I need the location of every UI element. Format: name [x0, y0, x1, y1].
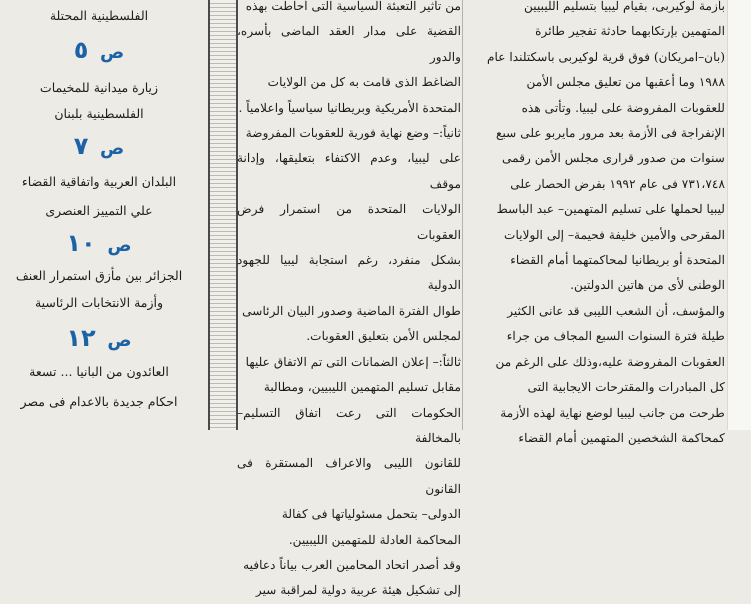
text-line: ثانياً:– وضع نهاية فورية للعقوبات المفروضة [245, 126, 461, 141]
text-line: سنوات من صدور قرارى مجلس الأمن رقمى [502, 151, 725, 166]
text-line: للعقوبات المفروضة على ليبيا. وتأتى هذه [521, 100, 725, 115]
text-line: المحاكمة العادلة للمتهمين الليبيين. [288, 532, 461, 547]
text-line: ليبيا لحملها على تسليم المتهمين– عبد الباسط [496, 202, 725, 217]
contents-page-number [0, 132, 198, 160]
column-rule [462, 0, 463, 430]
text-line: المتهمين بإرتكابهما حادثة تفجير طائرة [535, 24, 725, 39]
contents-sidebar [0, 0, 198, 430]
text-line: المتحدة أو بريطانيا لمحاكمتهما أمام القضاء [510, 253, 725, 268]
text-line: كمحاكمة الشخصين المتهمين أمام القضاء [518, 430, 725, 445]
text-line: مقابل تسليم المتهمين الليبيين، ومطالبة [263, 380, 461, 395]
text-line: الضاغط الذى قامت به كل من الولايات [267, 75, 461, 90]
text-line: على ليبيا، وعدم الاكتفاء بتعليقها، وإدانة موقف [237, 151, 461, 191]
page-label: ص [107, 330, 132, 351]
text-line: وقد أصدر اتحاد المحامين العرب بياناً دعافيه [243, 557, 461, 572]
text-line: (بان–امريكان) فوق قرية لوكيربى باسكتلندا عام [486, 49, 725, 64]
contents-entry: احكام جديدة بالاعدام فى مصر [20, 394, 178, 409]
text-line: ٧٣١،٧٤٨ فى عام ١٩٩٢ بفرض الحصار على [510, 176, 725, 191]
contents-page-number [0, 36, 198, 64]
text-line: للقانون الليبى والاعراف المستقرة فى القانون [237, 456, 461, 496]
contents-entry: زيارة ميدانية للمخيمات [39, 80, 159, 95]
text-line: ثالثاً:– إعلان الضمانات التى تم الاتفاق عليها [245, 354, 461, 369]
contents-entry: الفلسطينية المحتلة [49, 8, 149, 23]
text-line: الحكومات التى رعت اتفاق التسليم– بالمخالفة [237, 405, 461, 445]
article-column-right [465, 0, 725, 445]
text-line: المتحدة الأمريكية وبريطانيا سياسياً واعلامياً . [238, 100, 461, 115]
text-line: طيلة فترة السنوات السبع المجاف من جراء [506, 329, 725, 344]
text-line: ١٩٨٨ وما أعقبها من تعليق مجلس الأمن [526, 75, 725, 90]
text-line: والمؤسف، أن الشعب الليبى قد عانى الكثير [507, 303, 725, 318]
text-line: إلى تشكيل هيئة عربية دولية لمراقبة سير [255, 583, 461, 598]
page-number: ٧ [73, 132, 89, 160]
page-edge [727, 0, 751, 430]
page-number: ٥ [73, 36, 89, 64]
text-line: كل المبادرات والمقترحات الايجابية التى [527, 380, 725, 395]
article-column-middle [237, 0, 461, 598]
text-line: القضية على مدار العقد الماضى بأسره، والدور [237, 24, 461, 64]
text-line: الوطنى لأى من هاتين الدولتين. [570, 278, 725, 293]
text-line: من تأثير التعبئة السياسية التى أحاطت بهذه [245, 0, 461, 13]
text-line: الإنفراجة فى الأزمة بعد مرور مايربو على سبع [495, 126, 725, 141]
text-line: طرحت من جانب ليبيا لوضع نهاية لهذه الأزمة [500, 405, 725, 420]
text-line: الولايات المتحدة من استمرار فرض العقوبات [237, 202, 461, 242]
contents-page-number [0, 324, 198, 352]
contents-entry: البلدان العربية واتفاقية القضاء [21, 174, 177, 189]
contents-entry: العائدون من البانيا ... تسعة [29, 364, 169, 379]
text-line: بأزمة لوكيربى، بقيام ليبيا بتسليم الليبيين [524, 0, 725, 13]
contents-page-number [0, 229, 198, 257]
contents-entry: علي التمييز العنصرى [45, 203, 153, 218]
text-line: العقوبات المفروضة عليه،وذلك على الرغم من [495, 354, 725, 369]
text-line: طوال الفترة الماضية وصدور البيان الرئاسى [242, 303, 461, 318]
page-number: ١٢ [66, 324, 96, 352]
column-divider-ornament [208, 0, 238, 430]
page-label: ص [107, 235, 132, 256]
text-line: بشكل منفرد، رغم استجابة ليبيا للجهود الدولية [237, 253, 461, 293]
text-line: المقرحى والأمين خليفة فحيمة– إلى الولايات [504, 227, 725, 242]
text-line: لمجلس الأمن بتعليق العقوبات. [306, 329, 461, 344]
page-label: ص [100, 42, 125, 63]
page-number: ١٠ [66, 229, 96, 257]
page-label: ص [100, 138, 125, 159]
contents-entry: وأزمة الانتخابات الرئاسية [34, 295, 164, 310]
contents-entry: الجزائر بين مأزق استمرار العنف [15, 268, 183, 283]
text-line: الدولى– بتحمل مسئولياتها فى كفالة [281, 507, 461, 522]
contents-entry: الفلسطينية بلبنان [54, 106, 144, 121]
